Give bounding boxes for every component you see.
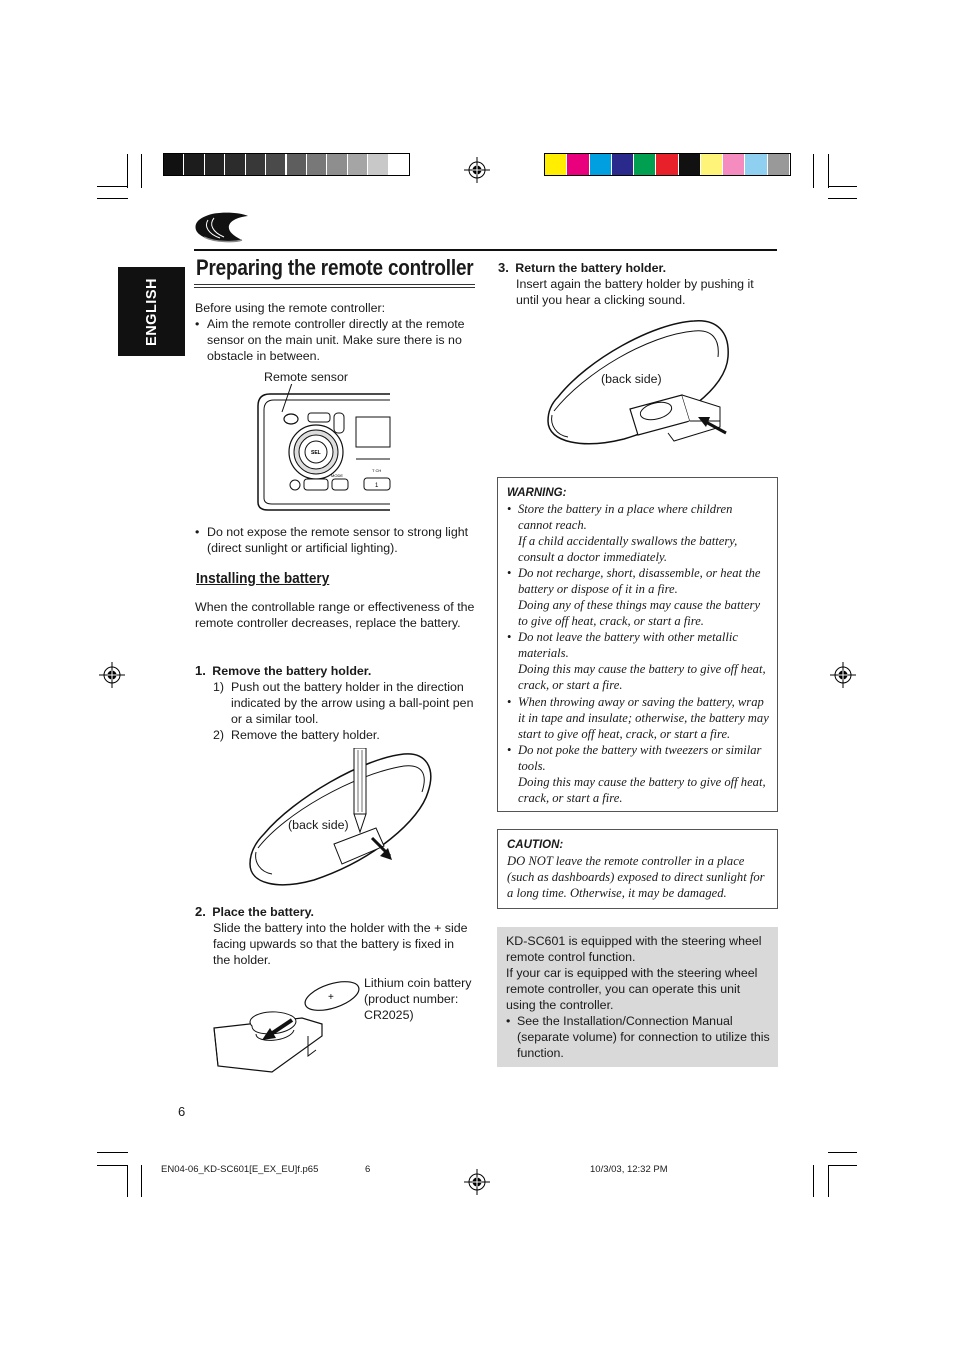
color-swatch — [225, 154, 244, 175]
color-swatch — [612, 154, 633, 175]
color-swatch — [266, 154, 285, 175]
info-paragraph-1: KD-SC601 is equipped with the steering wheel remote control function. — [506, 934, 762, 964]
color-swatch — [205, 154, 224, 175]
grayscale-color-bar — [163, 153, 410, 176]
footer-page: 6 — [365, 1164, 371, 1175]
intro-lead: Before using the remote controller: — [195, 301, 386, 315]
color-swatch — [307, 154, 326, 175]
crop-mark — [813, 154, 814, 188]
step-3-title: 3. Return the battery holder. — [498, 260, 667, 275]
warning-list — [507, 501, 769, 806]
crop-mark — [97, 1165, 128, 1166]
crop-mark — [127, 1165, 128, 1197]
remote-sensor-label: Remote sensor — [264, 370, 349, 384]
installing-battery-heading: Installing the battery — [196, 571, 330, 587]
footer-date: 10/3/03, 12:32 PM — [590, 1164, 668, 1175]
crop-mark — [828, 198, 857, 199]
warning-item-text: Do not leave the battery with other metallic materials. — [518, 630, 738, 660]
color-swatch — [348, 154, 367, 175]
step-3-text: Insert again the battery holder by pushing it until you hear a clicking sound. — [516, 277, 754, 307]
battery-intro: When the controllable range or effectiveness of the remote controller decreases, replace the battery. — [195, 600, 475, 630]
color-swatch — [389, 154, 408, 175]
color-swatch — [164, 154, 183, 175]
step-1-title: 1. Remove the battery holder. — [195, 663, 372, 678]
header-rule — [194, 249, 777, 251]
crop-mark — [828, 1165, 857, 1166]
crop-mark — [828, 1165, 829, 1197]
color-swatch — [327, 154, 346, 175]
language-tab-label: ENGLISH — [143, 277, 160, 346]
step-2-text: Slide the battery into the holder with the + side facing upwards so that the battery is fixed in the holder. — [213, 921, 468, 967]
registration-mark-icon — [464, 1169, 490, 1195]
intro-bullet: • Aim the remote controller directly at the remote sensor on the main unit. Make sure there is no obstacle in between. — [195, 317, 465, 363]
caution-text: DO NOT leave the remote controller in a place (such as dashboards) exposed to direct sunlight for a long time. Otherwise, it may be damaged. — [507, 854, 765, 900]
color-swatch — [287, 154, 306, 175]
crop-mark — [127, 154, 128, 188]
color-swatch — [368, 154, 387, 175]
color-swatch — [768, 154, 789, 175]
warning-item-text: When throwing away or saving the battery, wrap it in tape and insulate; otherwise, the battery may start to give off heat, crack, or start a fire. — [518, 695, 769, 741]
steering-info-box — [497, 927, 778, 1067]
warning-item: • Do not recharge, short, disassemble, or heat the battery or dispose of it in a fire. Doing any of these things may cause the battery to give off heat, crack, or start a fire. — [507, 565, 769, 629]
warning-item-detail: Doing this may cause the battery to give off heat, crack, or start a fire. — [518, 662, 766, 692]
warning-item-text: Store the battery in a place where children cannot reach. — [518, 502, 733, 532]
info-bullet: • See the Installation/Connection Manual (separate volume) for connection to utilize this function. — [506, 1014, 770, 1060]
color-swatch — [567, 154, 588, 175]
color-swatch — [545, 154, 566, 175]
warning-item: • Do not leave the battery with other metallic materials. Doing this may cause the battery to give off heat, crack, or start a fire. — [507, 629, 769, 693]
warning-box — [497, 477, 778, 812]
step-1-substep-2: 2) Remove the battery holder. — [213, 728, 380, 742]
crop-mark — [828, 1152, 857, 1153]
color-swatch — [723, 154, 744, 175]
color-swatch — [184, 154, 203, 175]
page-number: 6 — [178, 1104, 186, 1119]
caution-box — [497, 829, 778, 909]
registration-mark-icon — [464, 157, 490, 183]
warning-item-text: Do not recharge, short, disassemble, or heat the battery or dispose of it in a fire. — [518, 566, 761, 596]
color-swatch — [679, 154, 700, 175]
step-3-figure-label: (back side) — [601, 372, 662, 386]
head-unit-illustration — [256, 384, 392, 514]
step-2-title: 2. Place the battery. — [195, 904, 314, 919]
step-1-substep-1: 1) Push out the battery holder in the direction indicated by the arrow using a ball-point pen or a similar tool. — [213, 680, 474, 726]
unit-label-mode: MODE — [331, 473, 343, 478]
crop-mark — [828, 186, 857, 187]
color-swatch — [246, 154, 265, 175]
section-swoosh-icon — [194, 212, 252, 244]
warning-item: • When throwing away or saving the battery, wrap it in tape and insulate; otherwise, the battery may start to give off heat, crack, or start a fire. — [507, 695, 769, 741]
crop-mark — [828, 154, 829, 188]
crop-mark — [97, 198, 128, 199]
crop-mark — [141, 154, 142, 188]
unit-label-ch: T CH — [372, 468, 382, 473]
warning-item-detail: Doing any of these things may cause the battery to give off heat, crack, or start a fire. — [518, 598, 761, 628]
sensor-bullet: • Do not expose the remote sensor to strong light (direct sunlight or artificial lighting). — [195, 525, 469, 555]
crop-mark — [97, 1152, 128, 1153]
info-paragraph-2: If your car is equipped with the steering wheel remote controller, you can operate this unit using the controller. — [506, 966, 758, 1012]
warning-heading: WARNING: — [507, 487, 567, 499]
warning-item-detail: Doing this may cause the battery to give off heat, crack, or start a fire. — [518, 775, 766, 805]
color-swatch — [745, 154, 766, 175]
svg-text:+: + — [328, 992, 334, 1003]
registration-mark-icon — [99, 662, 125, 688]
color-swatch — [656, 154, 677, 175]
step-1-figure-label: (back side) — [288, 818, 349, 832]
title-underline — [194, 287, 475, 288]
warning-item: • Do not poke the battery with tweezers or similar tools. Doing this may cause the battery to give off heat, crack, or start a fire. — [507, 742, 769, 806]
page-title: Preparing the remote controller — [196, 255, 474, 280]
process-color-bar — [544, 153, 791, 176]
crop-mark — [97, 186, 128, 187]
unit-label-one: 1 — [375, 483, 379, 489]
footer-filename: EN04-06_KD-SC601[E_EX_EU]f.p65 — [161, 1164, 319, 1175]
battery-holder-illustration — [212, 976, 362, 1076]
crop-mark — [141, 1165, 142, 1197]
color-swatch — [634, 154, 655, 175]
unit-label-sel: SEL — [311, 450, 321, 456]
step-2-figure-label: Lithium coin battery (product number: CR2025) — [364, 976, 472, 1022]
warning-item-text: Do not poke the battery with tweezers or similar tools. — [518, 743, 762, 773]
registration-mark-icon — [830, 662, 856, 688]
color-swatch — [590, 154, 611, 175]
warning-item-detail: If a child accidentally swallows the battery, consult a doctor immediately. — [518, 534, 738, 564]
title-underline — [194, 284, 475, 285]
language-tab — [118, 267, 185, 356]
caution-heading: CAUTION: — [507, 839, 564, 851]
warning-item: • Store the battery in a place where children cannot reach. If a child accidentally swallows the battery, consult a doctor immediately. — [507, 501, 769, 565]
color-swatch — [701, 154, 722, 175]
crop-mark — [813, 1165, 814, 1197]
